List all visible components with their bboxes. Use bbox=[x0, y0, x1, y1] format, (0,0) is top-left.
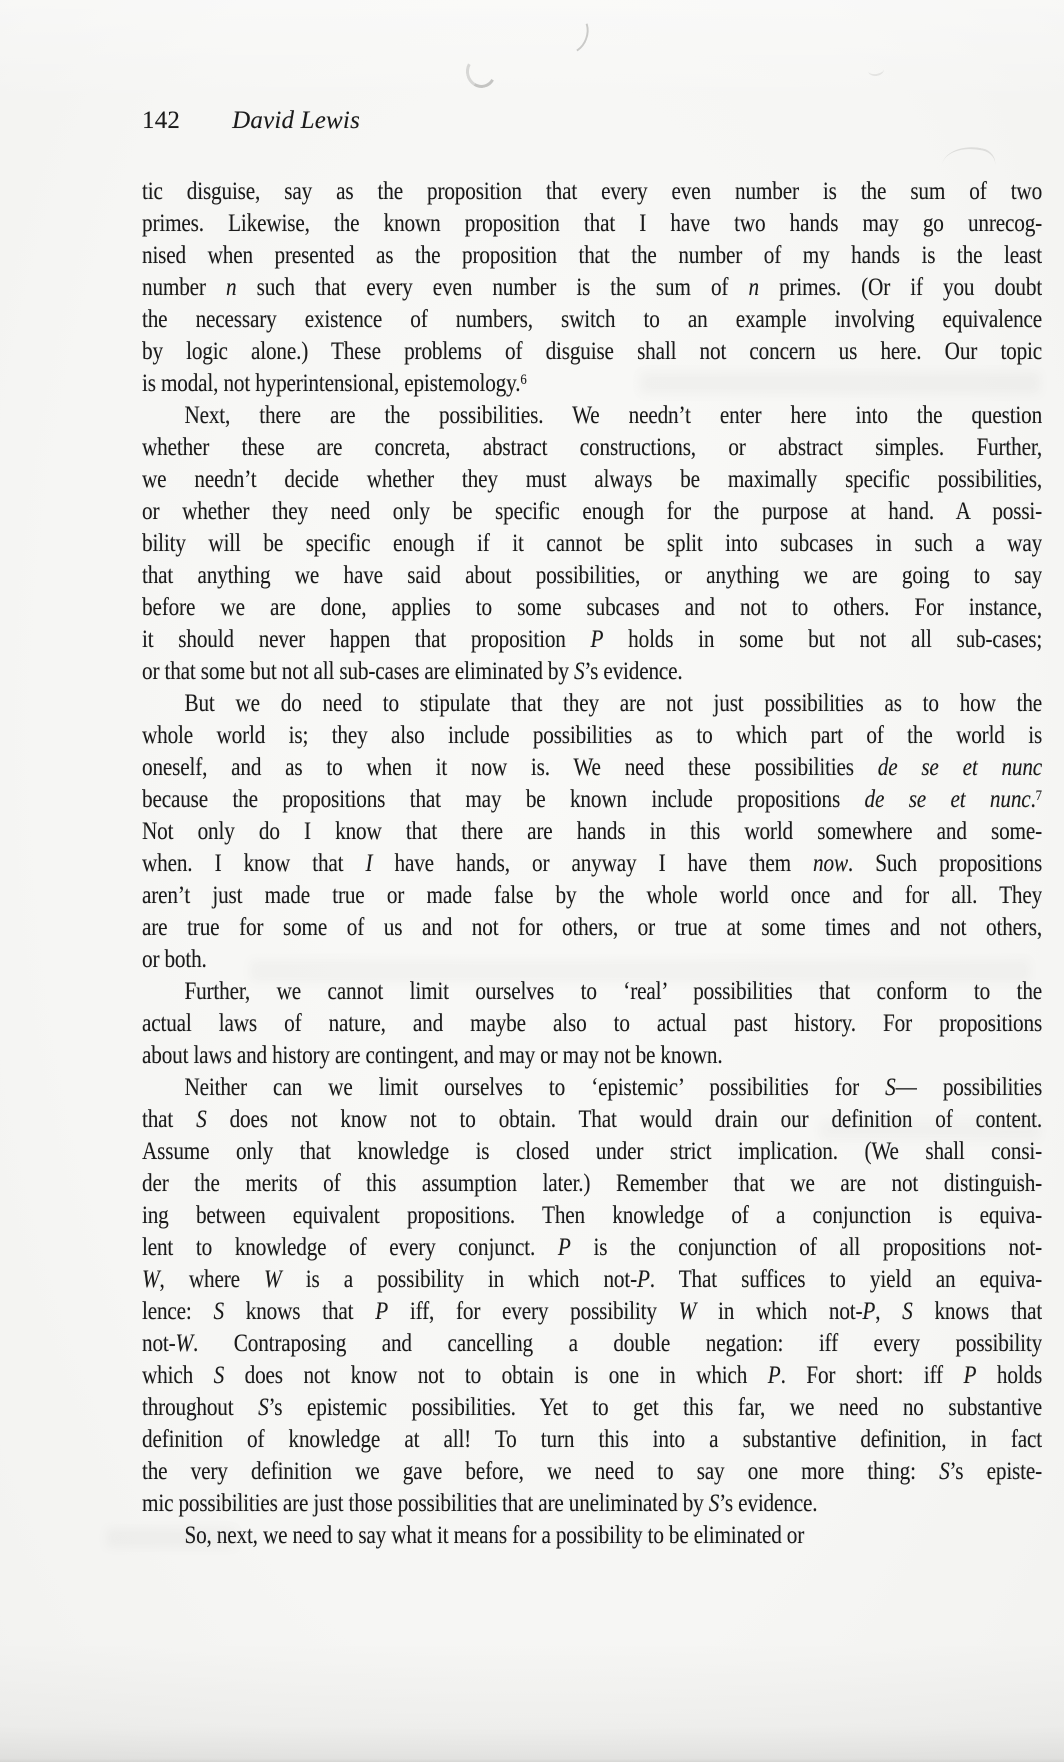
text-segment: P bbox=[767, 1362, 781, 1389]
text-segment: have hands, or anyway I have them bbox=[372, 850, 814, 877]
text-line bbox=[142, 752, 1042, 784]
text-segment: by logic alone.) These problems of disguise shall not concern us here. Our topic bbox=[142, 338, 1043, 365]
page-header bbox=[142, 106, 360, 136]
text-line bbox=[142, 816, 1042, 848]
text-segment: tic disguise, say as the proposition that every even number is the sum of two bbox=[142, 178, 1043, 205]
text-segment: aren’t just made true or made false by the whole world once and for all. They bbox=[142, 882, 1043, 909]
text-line bbox=[142, 1008, 1042, 1040]
text-line bbox=[142, 400, 1042, 432]
text-segment: before we are done, applies to some subcases and not to others. For instance, bbox=[142, 594, 1043, 621]
text-line bbox=[142, 208, 1042, 240]
text-segment: S bbox=[939, 1458, 950, 1485]
text-segment: . Such propositions bbox=[847, 850, 1043, 877]
text-segment: I bbox=[365, 850, 373, 877]
text-segment: der the merits of this assumption later.) Remember that we are not distinguish- bbox=[142, 1170, 1043, 1197]
text-segment: or both. bbox=[142, 946, 207, 973]
text-line bbox=[142, 240, 1042, 272]
text-segment: n bbox=[225, 274, 237, 301]
text-line bbox=[142, 1136, 1042, 1168]
text-segment: — possibilities bbox=[895, 1074, 1043, 1101]
page-body bbox=[142, 176, 1042, 1552]
text-line bbox=[142, 1040, 1042, 1072]
text-line bbox=[142, 1488, 1042, 1520]
text-line bbox=[142, 432, 1042, 464]
text-segment: such that every even number is the sum of bbox=[236, 274, 749, 301]
text-segment: we needn’t decide whether they must always be maximally specific possibilities, bbox=[142, 466, 1043, 493]
text-segment: primes. Likewise, the known proposition that I have two hands may go unrecog- bbox=[142, 210, 1043, 237]
text-segment: that bbox=[142, 1106, 197, 1133]
text-segment: Next, there are the possibilities. We needn’t enter here into the question bbox=[184, 402, 1043, 429]
text-segment: knows that bbox=[912, 1298, 1043, 1325]
text-segment: S bbox=[196, 1106, 207, 1133]
text-segment: is modal, not hyperintensional, epistemology. bbox=[142, 370, 521, 397]
text-segment: mic possibilities are just those possibilities that are uneliminated by bbox=[142, 1490, 709, 1517]
text-segment: de se et nunc bbox=[864, 786, 1031, 813]
text-segment: nised when presented as the proposition that the number of my hands is the least bbox=[142, 242, 1043, 269]
text-line bbox=[142, 496, 1042, 528]
text-segment: or whether they need only be specific enough for the purpose at hand. A possi- bbox=[142, 498, 1043, 525]
text-segment: Assume only that knowledge is closed under strict implication. (We shall consi- bbox=[142, 1138, 1043, 1165]
text-line bbox=[142, 560, 1042, 592]
text-segment: P bbox=[862, 1298, 876, 1325]
text-line bbox=[142, 1296, 1042, 1328]
text-segment: P bbox=[557, 1234, 571, 1261]
text-line bbox=[142, 880, 1042, 912]
text-line bbox=[142, 464, 1042, 496]
text-segment: holds in some but not all sub-cases; bbox=[603, 626, 1043, 653]
text-segment: the necessary existence of numbers, switch to an example involving equivalence bbox=[142, 306, 1043, 333]
text-segment: Not only do I know that there are hands in this world somewhere and some- bbox=[142, 818, 1043, 845]
text-line bbox=[142, 1424, 1042, 1456]
text-segment: definition of knowledge at all! To turn this into a substantive definition, in fact bbox=[142, 1426, 1043, 1453]
text-segment: P bbox=[375, 1298, 389, 1325]
text-segment: So, next, we need to say what it means for a possibility to be eliminated or bbox=[184, 1522, 805, 1549]
text-segment: holds bbox=[976, 1362, 1043, 1389]
text-segment: because the propositions that may be known include propositions bbox=[142, 786, 865, 813]
text-segment: in which not- bbox=[696, 1298, 863, 1325]
text-segment: iff, for every possibility bbox=[388, 1298, 679, 1325]
text-segment: n bbox=[748, 274, 759, 301]
text-segment: S bbox=[885, 1074, 896, 1101]
text-segment: Neither can we limit ourselves to ‘epistemic’ possibilities for bbox=[184, 1074, 886, 1101]
running-head-author: David Lewis bbox=[232, 107, 361, 134]
text-line bbox=[142, 720, 1042, 752]
text-segment: is a possibility in which not- bbox=[281, 1266, 637, 1293]
text-segment: . That suffices to yield an equiva- bbox=[649, 1266, 1043, 1293]
text-line bbox=[142, 1104, 1042, 1136]
text-segment: about laws and history are contingent, and may or may not be known. bbox=[142, 1042, 723, 1069]
text-line bbox=[142, 624, 1042, 656]
text-segment: . For short: iff bbox=[780, 1362, 964, 1389]
text-segment: whether these are concreta, abstract constructions, or abstract simples. Further, bbox=[142, 434, 1043, 461]
text-segment: S bbox=[213, 1298, 224, 1325]
page-number: 142 bbox=[142, 107, 181, 134]
text-line bbox=[142, 656, 1042, 688]
text-segment: throughout bbox=[142, 1394, 259, 1421]
text-segment: which bbox=[142, 1362, 214, 1389]
scan-artifact-mark bbox=[867, 63, 885, 77]
text-segment: now bbox=[813, 850, 848, 877]
text-segment: S bbox=[213, 1362, 225, 1389]
text-segment: Further, we cannot limit ourselves to ‘real’ possibilities that conform to the bbox=[184, 978, 1043, 1005]
text-segment: . bbox=[1030, 786, 1036, 813]
text-line bbox=[142, 1456, 1042, 1488]
text-line bbox=[142, 912, 1042, 944]
text-line bbox=[142, 848, 1042, 880]
text-segment: But we do need to stipulate that they are not just possibilities as to how the bbox=[184, 690, 1043, 717]
scan-artifact-curve bbox=[463, 53, 500, 91]
text-segment: ’s episte- bbox=[949, 1458, 1043, 1485]
text-segment: lence: bbox=[142, 1298, 214, 1325]
text-segment: S bbox=[902, 1298, 913, 1325]
scan-artifact-arc bbox=[942, 141, 998, 175]
text-segment: number bbox=[142, 274, 226, 301]
text-line bbox=[142, 784, 1042, 816]
text-segment: bility will be specific enough if it cannot be split into subcases in such a way bbox=[142, 530, 1043, 557]
text-line bbox=[142, 528, 1042, 560]
text-segment: does not know not to obtain. That would drain our definition of content. bbox=[206, 1106, 1043, 1133]
text-segment: the very definition we gave before, we need to say one more thing: bbox=[142, 1458, 940, 1485]
text-segment: P bbox=[963, 1362, 977, 1389]
scan-edge-shadow bbox=[0, 1642, 1064, 1762]
text-segment: . Contraposing and cancelling a double negation: iff every possibility bbox=[193, 1330, 1043, 1357]
text-segment: or that some but not all sub-cases are eliminated by bbox=[142, 658, 574, 685]
text-segment: de se et nunc bbox=[877, 754, 1043, 781]
text-line bbox=[142, 1328, 1042, 1360]
text-line bbox=[142, 688, 1042, 720]
text-segment: when. I know that bbox=[142, 850, 366, 877]
text-segment: oneself, and as to when it now is. We need these possibilities bbox=[142, 754, 878, 781]
text-segment: knows that bbox=[223, 1298, 376, 1325]
text-segment: is the conjunction of all propositions not- bbox=[570, 1234, 1043, 1261]
text-line bbox=[142, 1232, 1042, 1264]
text-segment: lent to knowledge of every conjunct. bbox=[142, 1234, 558, 1261]
text-segment: , where bbox=[159, 1266, 265, 1293]
text-line bbox=[142, 368, 1042, 400]
text-segment: ’s epistemic possibilities. Yet to get this far, we need no substantive bbox=[268, 1394, 1043, 1421]
text-segment: ing between equivalent propositions. Then knowledge of a conjunction is equiva- bbox=[142, 1202, 1043, 1229]
text-line bbox=[142, 1360, 1042, 1392]
text-segment: primes. (Or if you doubt bbox=[758, 274, 1043, 301]
text-line bbox=[142, 336, 1042, 368]
text-segment: ’s evidence. bbox=[719, 1490, 818, 1517]
text-segment: W bbox=[264, 1266, 282, 1293]
text-segment: whole world is; they also include possibilities as to which part of the world is bbox=[142, 722, 1043, 749]
text-segment: that anything we have said about possibilities, or anything we are going to say bbox=[142, 562, 1043, 589]
footnote-marker: 7 bbox=[1035, 788, 1043, 804]
text-segment: W bbox=[175, 1330, 194, 1357]
text-segment: S bbox=[573, 658, 585, 685]
text-line bbox=[142, 944, 1042, 976]
text-line bbox=[142, 272, 1042, 304]
text-line bbox=[142, 304, 1042, 336]
text-line bbox=[142, 1072, 1042, 1104]
text-line bbox=[142, 1200, 1042, 1232]
text-line bbox=[142, 176, 1042, 208]
text-segment: does not know not to obtain is one in which bbox=[224, 1362, 768, 1389]
text-segment: W bbox=[678, 1298, 697, 1325]
text-line bbox=[142, 976, 1042, 1008]
text-segment: W bbox=[142, 1266, 160, 1293]
text-segment: not- bbox=[142, 1330, 176, 1357]
text-segment: P bbox=[636, 1266, 650, 1293]
text-line bbox=[142, 1168, 1042, 1200]
text-segment: , bbox=[875, 1298, 903, 1325]
text-segment: actual laws of nature, and maybe also to actual past history. For propositions bbox=[142, 1010, 1043, 1037]
text-line bbox=[142, 1520, 1042, 1552]
scan-artifact-curve bbox=[552, 10, 594, 58]
text-line bbox=[142, 1392, 1042, 1424]
text-line bbox=[142, 592, 1042, 624]
text-segment: it should never happen that proposition bbox=[142, 626, 591, 653]
footnote-marker: 6 bbox=[520, 372, 527, 388]
text-segment: ’s evidence. bbox=[584, 658, 683, 685]
text-segment: are true for some of us and not for others, or true at some times and not others, bbox=[142, 914, 1043, 941]
text-segment: P bbox=[590, 626, 604, 653]
text-line bbox=[142, 1264, 1042, 1296]
text-segment: S bbox=[258, 1394, 269, 1421]
text-segment: S bbox=[708, 1490, 720, 1517]
